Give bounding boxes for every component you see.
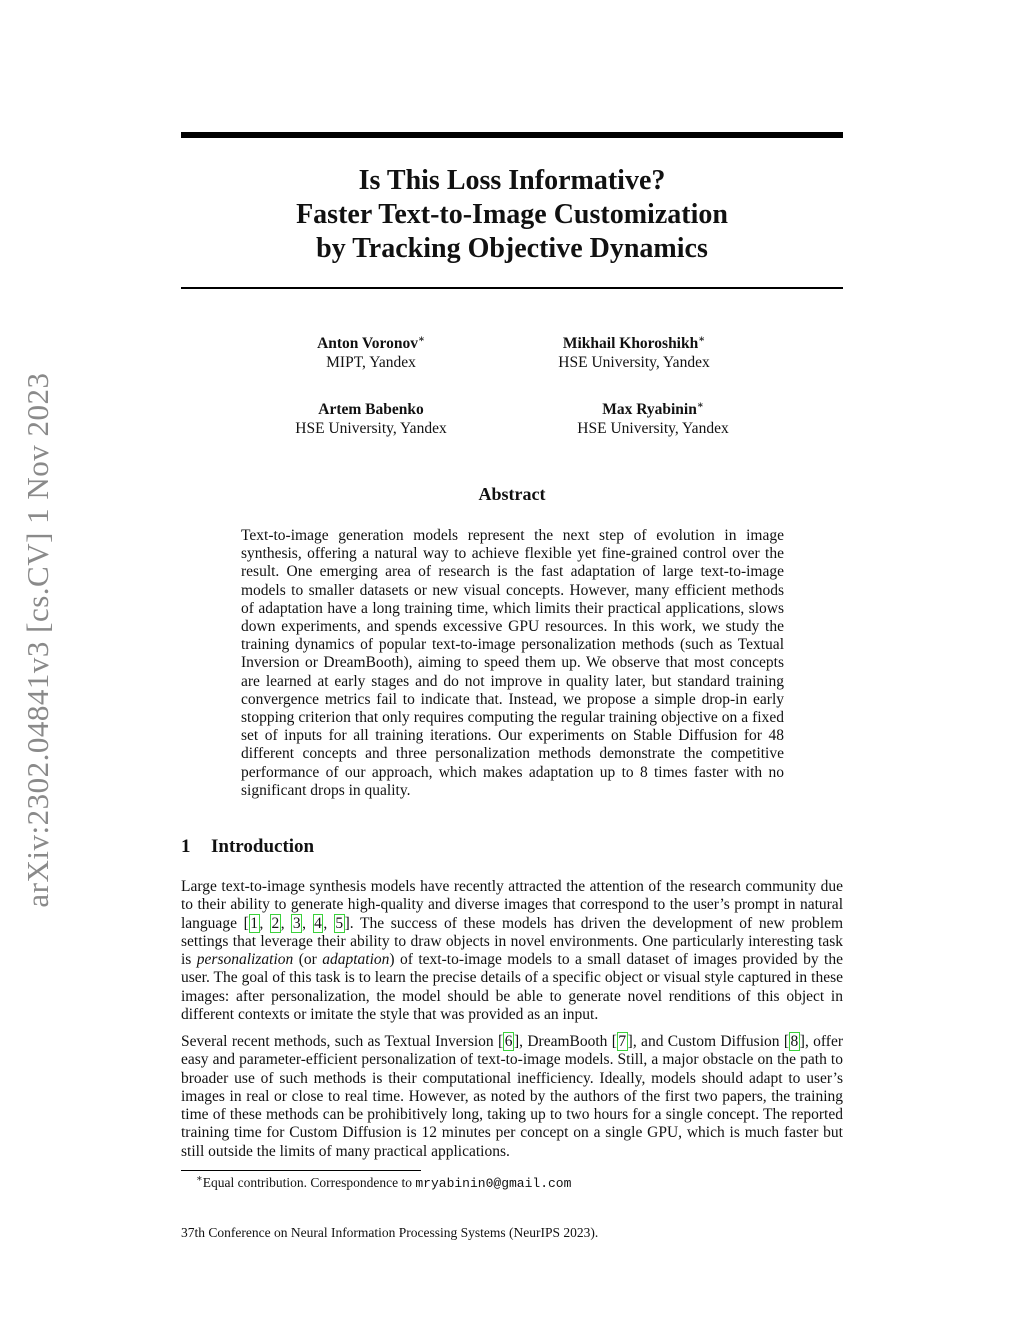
abstract-text: Text-to-image generation models represent the next step of evolution in image synthesis, offering a natural way to achieve flexible yet fine-grained control over the result. One emerging area of research is the fast adaptation of large text-to-image models to smaller datasets or new visual concepts. However, many efficient methods of adaptation have a long training time, which limits their practical applications, slows down experiments, and spends excessive GPU resources. In this work, we study the training dynamics of popular text-to-image personalization methods (such as Textual Inversion or DreamBooth), aiming to speed them up. We observe that most concepts are learned at early stages and do not improve in quality later, but standard training convergence metrics fail to indicate that. Instead, we propose a simple drop-in early stopping criterion that only requires computing the regular training objective on a fixed set of inputs for all training iterations. Our experiments on Stable Diffusion for 48 different concepts and three personalization methods demonstrate the competitive performance of our approach, which makes adaptation up to 8 times faster with no significant drops in quality. (241, 527, 784, 799)
citation-link[interactable]: 8 (790, 1033, 799, 1050)
title-line-2: Faster Text-to-Image Customization (296, 199, 728, 230)
citation-link[interactable]: 2 (271, 914, 280, 932)
citation-link[interactable]: 4 (314, 914, 322, 932)
author-name: Max Ryabinin∗ (602, 399, 704, 418)
email-address[interactable]: mryabinin0@gmail.com (415, 1176, 572, 1191)
author-name: Anton Voronov∗ (317, 333, 425, 352)
arxiv-identifier: arXiv:2302.04841v3 [cs.CV] 1 Nov 2023 (20, 372, 55, 908)
citation-link[interactable]: 1 (250, 914, 259, 932)
section-heading (181, 836, 314, 858)
section-number: 1 (181, 836, 191, 857)
title-top-rule (181, 132, 843, 138)
section-title: Introduction (211, 836, 315, 857)
author-block (533, 400, 773, 438)
citation-link[interactable]: 5 (335, 914, 344, 932)
footnote-rule (181, 1170, 421, 1171)
paper-title (181, 164, 843, 266)
author-affiliation: HSE University, Yandex (558, 354, 710, 371)
citation-link[interactable]: 7 (618, 1033, 627, 1050)
intro-paragraph-2: Several recent methods, such as Textual Inversion [6], DreamBooth [7], and Custom Diffusion [8], offer easy and parameter-efficient personalization of text-to-image models. Still, a major obstacle on the path to broader use of such methods is their computational inefficiency. Ideally, models should adapt to user’s images in real or close to real time. However, as noted by the authors of the first two papers, the training time of these methods can be prohibitively long, taking up to two hours for a single concept. The reported training time for Custom Diffusion is 12 minutes per concept on a single GPU, which is much faster but still outside the limits of many practical applications. (181, 1033, 844, 1160)
title-line-3: by Tracking Objective Dynamics (316, 233, 708, 264)
title-bottom-rule (181, 287, 843, 289)
author-affiliation: MIPT, Yandex (326, 354, 416, 371)
author-block (251, 400, 491, 438)
author-block (514, 334, 754, 372)
citation-link[interactable]: 3 (292, 914, 301, 932)
conference-note: 37th Conference on Neural Information Processing Systems (NeurIPS 2023). (181, 1225, 599, 1240)
intro-paragraph-1: Large text-to-image synthesis models have recently attracted the attention of the research community due to their ability to generate high-quality and diverse images that correspond to the user’s prompt in natural language [1, 2, 3, 4, 5]. The success of these models has driven the development of new problem settings that leverage their ability to draw objects in novel environments. One particularly interesting task is personalization (or adaptation) of text-to-image models to a small dataset of images provided by the user. The goal of this task is to learn the precise details of a specific object or visual style captured in these images: after personalization, the model should be able to generate novel renditions of this object in different contexts or imitate the style that was provided as an input. (181, 878, 844, 1024)
abstract-heading: Abstract (478, 484, 546, 504)
author-block (251, 334, 491, 372)
title-line-1: Is This Loss Informative? (358, 165, 666, 196)
emphasis-text: personalization (196, 951, 294, 969)
citation-link[interactable]: 6 (504, 1033, 513, 1050)
author-name: Mikhail Khoroshikh∗ (562, 333, 706, 352)
footnote: ∗Equal contribution. Correspondence to mryabinin0@gmail.com (196, 1173, 572, 1191)
author-affiliation: HSE University, Yandex (295, 420, 447, 437)
author-affiliation: HSE University, Yandex (577, 420, 729, 437)
author-name: Artem Babenko (318, 401, 424, 418)
emphasis-text: adaptation (322, 951, 390, 969)
